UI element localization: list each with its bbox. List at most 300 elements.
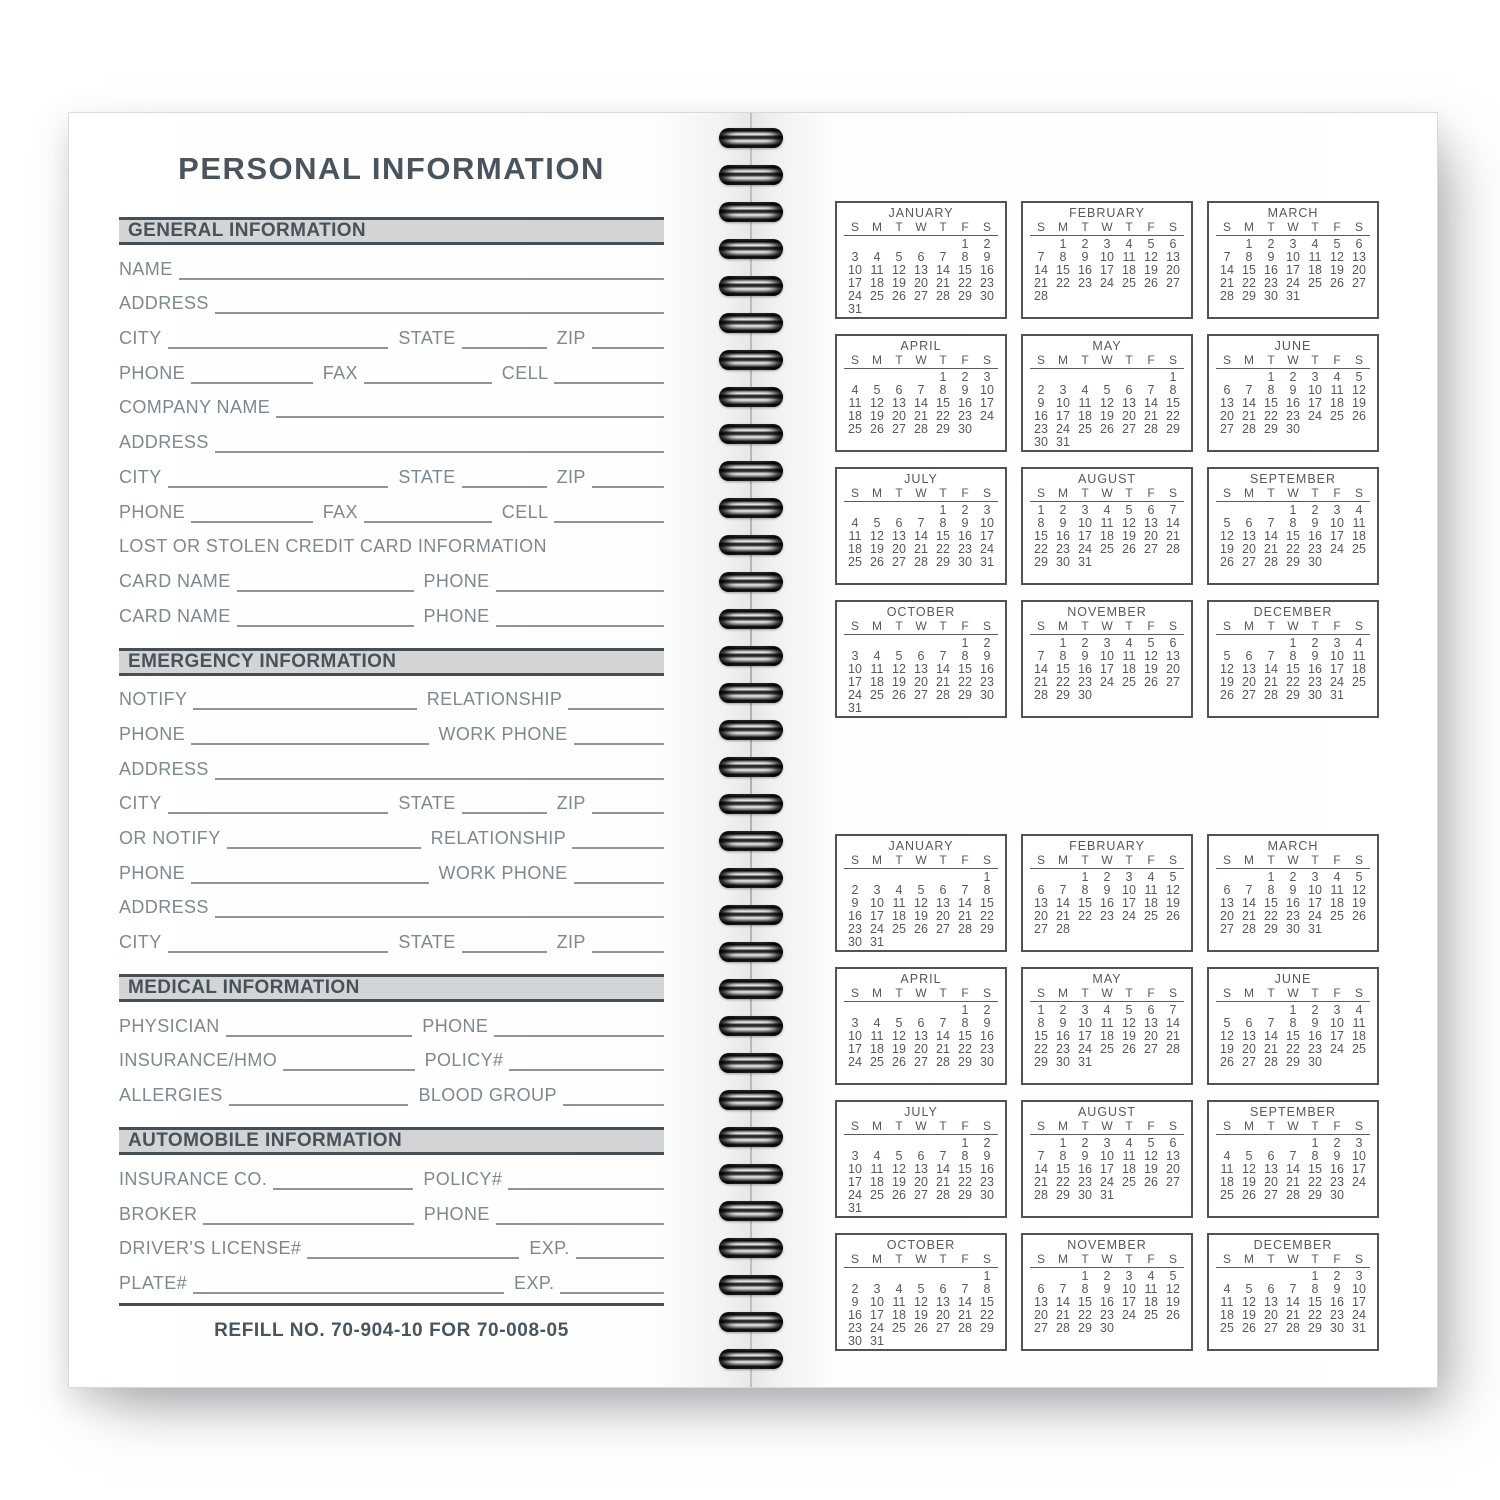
calendar-day-cell: 29: [1242, 288, 1256, 303]
calendar-day-cell: 1: [1081, 1269, 1089, 1283]
calendar-day-cell: 4: [1147, 870, 1155, 884]
calendar-day-cell: 12: [1352, 382, 1366, 397]
fill-in-line: [576, 1236, 664, 1259]
calendar-day-cell: 10: [848, 262, 862, 277]
calendar-day-cell: 18: [1122, 1161, 1136, 1176]
calendar-day-cell: 26: [914, 921, 928, 936]
calendar-weeks: [1023, 1270, 1191, 1335]
fill-in-line: [191, 361, 313, 384]
calendar-day-cell: 11: [1122, 648, 1136, 663]
calendar-day-cell: 10: [1352, 1281, 1366, 1296]
calendar-month-title: APRIL: [900, 972, 942, 986]
calendar-day-cell: 6: [1245, 1015, 1253, 1030]
calendar-day-cell: 15: [1034, 1028, 1048, 1043]
day-header-letter: T: [939, 853, 947, 867]
calendar-day-cell: 1: [939, 503, 947, 517]
day-header-letter: S: [1354, 986, 1363, 1000]
day-header-letter: T: [1125, 1119, 1133, 1133]
day-header-letter: M: [1058, 1119, 1068, 1133]
calendar-day-cell: 2: [1267, 237, 1275, 251]
day-header-letter: W: [915, 486, 927, 500]
calendar-weeks: [1209, 238, 1377, 303]
fill-in-line: [179, 257, 664, 280]
calendar-week-row: [844, 1322, 998, 1335]
form-field-row: [119, 710, 664, 745]
calendar-day-cell: 19: [1144, 1161, 1158, 1176]
calendar-month-title: JANUARY: [888, 206, 954, 220]
calendar-day-cell: 30: [1330, 1320, 1344, 1335]
day-header-letter: W: [915, 1252, 927, 1266]
calendar-day-cell: 1: [1037, 503, 1045, 517]
calendar-week-row: [1216, 1137, 1370, 1150]
field-label-cell: CELL: [501, 362, 549, 383]
calendar-day-cell: 29: [1034, 554, 1048, 569]
calendar-day-cell: 10: [1100, 1148, 1114, 1163]
calendar-day-cell: 17: [1352, 1294, 1366, 1309]
calendar-day-cell: 31: [1308, 921, 1322, 936]
calendar-day-cell: [1118, 689, 1140, 702]
calendar-weeks: [1023, 238, 1191, 303]
calendar-day-cell: 17: [1122, 895, 1136, 910]
calendar-day-cell: 6: [1147, 503, 1155, 517]
calendar-day-cell: 7: [1059, 882, 1067, 897]
calendar-day-cell: 13: [1166, 1148, 1180, 1163]
calendar-day-cell: 22: [1034, 541, 1048, 556]
calendar-day-cell: 6: [917, 1148, 925, 1163]
calendar-day-cell: 17: [1352, 1161, 1366, 1176]
calendar-week-row: [1216, 1043, 1370, 1056]
day-header-letter: W: [1287, 619, 1299, 633]
calendar-day-cell: 10: [1100, 249, 1114, 264]
calendar-day-cell: 26: [1352, 908, 1366, 923]
calendar-day-cell: 15: [980, 895, 994, 910]
calendar-day-cell: [888, 504, 910, 517]
calendar-day-cell: 12: [1352, 882, 1366, 897]
calendar-day-cell: 22: [1056, 674, 1070, 689]
calendar-week-row: [844, 676, 998, 689]
calendar-day-cell: 13: [1144, 1015, 1158, 1030]
calendar-day-cell: 13: [936, 1294, 950, 1309]
form-field-row: [119, 1002, 664, 1037]
calendar-day-cell: 27: [892, 554, 906, 569]
day-header-letter: T: [1125, 619, 1133, 633]
calendar-weeks: [837, 871, 1005, 948]
day-header-letter: T: [895, 1119, 903, 1133]
fill-in-line: [364, 500, 492, 523]
calendar-day-cell: [1326, 423, 1348, 436]
day-header-letter: S: [982, 1252, 991, 1266]
mini-calendar-june-group2: [1207, 967, 1379, 1085]
calendar-day-headers: [844, 1120, 998, 1135]
calendar-day-cell: 7: [939, 249, 947, 264]
day-header-letter: S: [1036, 220, 1045, 234]
calendar-day-cell: [1052, 871, 1074, 884]
calendar-day-cell: 21: [936, 1174, 950, 1189]
calendar-day-cell: 13: [1264, 1161, 1278, 1176]
calendar-day-cell: 17: [1100, 661, 1114, 676]
calendar-day-cell: 4: [873, 1015, 881, 1030]
day-header-letter: T: [1267, 853, 1275, 867]
day-header-letter: T: [939, 1252, 947, 1266]
calendar-day-cell: [1030, 637, 1052, 650]
calendar-day-cell: 23: [1286, 408, 1300, 423]
calendar-day-cell: [932, 637, 954, 650]
calendar-day-cell: 4: [851, 382, 859, 397]
calendar-day-cell: 8: [1081, 882, 1089, 897]
field-label-or-notify: OR NOTIFY: [119, 828, 221, 848]
calendar-day-cell: [1140, 1322, 1162, 1335]
calendar-day-cell: [1162, 1322, 1184, 1335]
calendar-day-cell: [1162, 1189, 1184, 1202]
calendar-week-row: [1030, 530, 1184, 543]
calendar-week-row: [1030, 1270, 1184, 1283]
calendar-week-row: [1030, 264, 1184, 277]
form-field-row: [119, 453, 664, 488]
calendar-week-row: [844, 871, 998, 884]
calendar-day-cell: 12: [1166, 882, 1180, 897]
calendar-day-cell: 28: [1166, 541, 1180, 556]
calendar-day-cell: 4: [1147, 1269, 1155, 1283]
calendar-week-row: [1030, 1309, 1184, 1322]
fill-in-line: [168, 326, 389, 349]
calendar-day-cell: 13: [1122, 395, 1136, 410]
calendar-day-cell: 29: [1264, 421, 1278, 436]
calendar-day-cell: 19: [914, 1307, 928, 1322]
calendar-day-cell: 24: [980, 541, 994, 556]
field-label-phone: PHONE: [119, 362, 186, 383]
day-header-letter: M: [872, 353, 882, 367]
calendar-day-cell: 24: [1286, 275, 1300, 290]
calendar-day-cell: 9: [1311, 648, 1319, 663]
calendar-week-row: [1216, 1056, 1370, 1069]
calendar-day-cell: 25: [1352, 1041, 1366, 1056]
calendar-week-row: [844, 371, 998, 384]
calendar-day-cell: 18: [1352, 1028, 1366, 1043]
calendar-day-cell: [1096, 689, 1118, 702]
calendar-day-cell: [866, 702, 888, 715]
calendar-weeks: [1023, 504, 1191, 569]
calendar-week-row: [844, 543, 998, 556]
field-label-state: STATE: [398, 932, 456, 953]
field-label-broker: BROKER: [119, 1203, 198, 1224]
day-header-letter: S: [1354, 486, 1363, 500]
calendar-day-cell: 22: [1286, 541, 1300, 556]
calendar-day-cell: 14: [1286, 1161, 1300, 1176]
calendar-day-cell: [1348, 1189, 1370, 1202]
calendar-day-cell: 4: [873, 648, 881, 663]
field-label-fax: FAX: [322, 501, 358, 522]
fill-in-line: [227, 826, 421, 849]
calendar-week-row: [844, 1270, 998, 1283]
calendar-day-cell: [1238, 371, 1260, 384]
day-header-letter: F: [1333, 1252, 1341, 1266]
calendar-day-cell: 2: [1333, 1136, 1341, 1150]
calendar-day-cell: 15: [1308, 1161, 1322, 1176]
calendar-day-cell: [932, 1202, 954, 1215]
calendar-day-cell: 16: [848, 908, 862, 923]
calendar-day-cell: 1: [961, 1136, 969, 1150]
day-header-letter: S: [982, 486, 991, 500]
calendar-day-cell: 30: [1330, 1187, 1344, 1202]
calendar-day-cell: 23: [848, 1320, 862, 1335]
calendar-week-row: [1030, 1283, 1184, 1296]
calendar-day-cell: 12: [870, 528, 884, 543]
day-header-letter: W: [1101, 986, 1113, 1000]
calendar-day-cell: 1: [961, 237, 969, 251]
calendar-day-cell: 18: [848, 541, 862, 556]
calendar-day-cell: 20: [1144, 1028, 1158, 1043]
calendar-day-cell: 27: [1264, 1320, 1278, 1335]
form-field-row: [119, 592, 664, 627]
calendar-day-cell: 25: [848, 554, 862, 569]
day-header-letter: M: [872, 1119, 882, 1133]
calendar-day-cell: 7: [1289, 1281, 1297, 1296]
calendar-day-cell: 27: [1220, 421, 1234, 436]
fill-in-line: [462, 326, 547, 349]
calendar-day-cell: 22: [958, 1174, 972, 1189]
calendar-day-cell: 19: [1144, 262, 1158, 277]
calendar-day-cell: 30: [958, 554, 972, 569]
calendar-day-cell: 3: [1333, 1003, 1341, 1017]
day-header-letter: M: [1244, 1119, 1254, 1133]
day-header-letter: W: [1287, 220, 1299, 234]
calendar-day-cell: [1282, 1137, 1304, 1150]
calendar-day-cell: 21: [1166, 528, 1180, 543]
day-header-letter: S: [982, 619, 991, 633]
field-label-address: ADDRESS: [119, 293, 209, 314]
calendar-day-cell: 26: [1100, 421, 1114, 436]
calendar-day-cell: [866, 371, 888, 384]
calendar-day-cell: 27: [914, 1187, 928, 1202]
calendar-day-cell: 20: [1242, 674, 1256, 689]
calendar-day-cell: 24: [848, 1187, 862, 1202]
fill-in-line: [563, 1083, 664, 1106]
calendar-day-cell: 8: [1169, 382, 1177, 397]
day-header-letter: T: [1267, 220, 1275, 234]
calendar-week-row: [1216, 637, 1370, 650]
calendar-day-cell: 5: [895, 1015, 903, 1030]
field-label-insurance-co: INSURANCE CO.: [119, 1168, 268, 1189]
fill-in-line: [592, 326, 664, 349]
calendar-day-cell: 30: [1034, 434, 1048, 449]
calendar-day-cell: 8: [983, 882, 991, 897]
calendar-week-row: [1216, 1176, 1370, 1189]
fill-in-line: [168, 465, 389, 488]
field-label-address: ADDRESS: [119, 897, 209, 918]
calendar-day-cell: 23: [958, 408, 972, 423]
calendar-day-cell: 15: [936, 528, 950, 543]
day-header-letter: W: [915, 353, 927, 367]
field-label-phone: PHONE: [423, 1203, 490, 1224]
calendar-day-cell: 30: [848, 934, 862, 949]
day-header-letter: S: [1036, 986, 1045, 1000]
calendar-day-headers: [1030, 354, 1184, 369]
calendar-week-row: [844, 663, 998, 676]
fill-in-line: [560, 1271, 664, 1294]
field-label-zip: ZIP: [556, 328, 586, 349]
calendar-day-cell: [932, 238, 954, 251]
field-label-phone: PHONE: [119, 862, 186, 883]
fill-in-line: [568, 687, 664, 710]
fill-in-line: [554, 361, 664, 384]
calendar-day-cell: 10: [1056, 395, 1070, 410]
calendar-day-cell: [888, 637, 910, 650]
calendar-day-cell: 25: [1144, 908, 1158, 923]
calendar-day-cell: 31: [980, 554, 994, 569]
day-header-letter: M: [1244, 1252, 1254, 1266]
day-header-letter: S: [1168, 1252, 1177, 1266]
calendar-day-cell: 1: [1289, 636, 1297, 650]
calendar-day-cell: [1140, 1056, 1162, 1069]
day-header-letter: T: [1311, 1119, 1319, 1133]
calendar-day-cell: 23: [1100, 908, 1114, 923]
calendar-week-row: [1030, 923, 1184, 936]
calendar-day-cell: 7: [1289, 1148, 1297, 1163]
calendar-day-cell: 3: [1311, 870, 1319, 884]
calendar-day-cell: 26: [1220, 1054, 1234, 1069]
calendar-day-cell: [866, 238, 888, 251]
calendar-week-row: [1030, 897, 1184, 910]
personal-information-page: [69, 113, 751, 1387]
calendar-day-cell: 18: [870, 674, 884, 689]
calendar-day-cell: 16: [1078, 661, 1092, 676]
calendar-day-cell: 18: [1100, 1028, 1114, 1043]
calendar-day-cell: [888, 1137, 910, 1150]
day-header-letter: M: [872, 986, 882, 1000]
calendar-day-cell: 7: [1147, 382, 1155, 397]
calendar-day-cell: 26: [1144, 275, 1158, 290]
calendar-day-cell: 8: [1037, 515, 1045, 530]
field-label-driver-s-license: DRIVER'S LICENSE#: [119, 1238, 302, 1259]
calendar-month-title: SEPTEMBER: [1249, 1105, 1337, 1119]
form-field-row: [119, 1071, 664, 1106]
calendar-day-cell: 16: [980, 661, 994, 676]
calendar-day-cell: 2: [1059, 503, 1067, 517]
form-field-row: [119, 418, 664, 453]
calendar-day-cell: 7: [1267, 515, 1275, 530]
calendar-day-cell: 22: [980, 1307, 994, 1322]
day-header-letter: T: [1267, 353, 1275, 367]
mini-calendar-july-group2: [835, 1100, 1007, 1218]
calendar-day-cell: 11: [1100, 1015, 1114, 1030]
calendar-day-cell: 5: [895, 249, 903, 264]
calendar-day-cell: 21: [936, 1041, 950, 1056]
calendar-week-row: [1030, 1004, 1184, 1017]
fill-in-line: [496, 604, 664, 627]
calendar-day-cell: 9: [983, 249, 991, 264]
calendar-day-cell: 23: [1034, 421, 1048, 436]
calendar-week-row: [844, 238, 998, 251]
calendar-month-title: SEPTEMBER: [1249, 472, 1337, 486]
mini-calendar-may-group2: [1021, 967, 1193, 1085]
calendar-day-cell: 2: [1333, 1269, 1341, 1283]
calendar-day-cell: 19: [1220, 541, 1234, 556]
mini-calendar-february-group2: [1021, 834, 1193, 952]
day-header-letter: M: [1058, 986, 1068, 1000]
calendar-day-cell: 21: [1242, 908, 1256, 923]
section-header-medical-information: [119, 974, 664, 1002]
calendar-day-cell: 22: [1078, 908, 1092, 923]
calendar-day-headers: [844, 221, 998, 236]
fill-in-line: [273, 1167, 413, 1190]
calendar-day-cell: 18: [1308, 262, 1322, 277]
mini-calendar-august-group1: [1021, 467, 1193, 585]
calendar-day-cell: 19: [892, 1041, 906, 1056]
calendar-day-cell: [1118, 1322, 1140, 1335]
calendar-day-cell: 15: [1056, 1161, 1070, 1176]
calendar-week-row: [1030, 397, 1184, 410]
calendar-day-cell: 10: [980, 382, 994, 397]
day-header-letter: F: [1333, 486, 1341, 500]
calendar-day-cell: [1304, 290, 1326, 303]
calendar-day-cell: 9: [983, 648, 991, 663]
calendar-week-row: [844, 384, 998, 397]
calendar-week-row: [844, 910, 998, 923]
calendar-day-cell: 15: [1056, 661, 1070, 676]
calendar-week-row: [1216, 543, 1370, 556]
fill-in-line: [215, 430, 664, 453]
form-field-row: [119, 814, 664, 849]
calendar-day-cell: 20: [1220, 908, 1234, 923]
calendar-day-cell: [1118, 1056, 1140, 1069]
day-header-letter: T: [1125, 1252, 1133, 1266]
calendar-day-cell: 27: [1166, 674, 1180, 689]
calendar-day-cell: 4: [1125, 237, 1133, 251]
calendar-day-cell: 15: [1242, 262, 1256, 277]
calendar-day-cell: 17: [848, 674, 862, 689]
calendar-day-cell: 17: [1330, 661, 1344, 676]
calendar-day-cell: 3: [851, 648, 859, 663]
calendar-day-cell: 26: [1242, 1320, 1256, 1335]
calendar-reference-page: [751, 113, 1437, 1387]
calendar-day-cell: 31: [848, 1200, 862, 1215]
fill-in-line: [193, 687, 416, 710]
calendar-week-row: [1216, 676, 1370, 689]
calendar-day-cell: 20: [1034, 1307, 1048, 1322]
calendar-day-cell: [1140, 556, 1162, 569]
fill-in-line: [462, 465, 547, 488]
field-label-card-name: CARD NAME: [119, 570, 231, 591]
calendar-day-cell: 8: [1289, 1015, 1297, 1030]
calendar-day-cell: 18: [870, 275, 884, 290]
calendar-day-cell: 6: [1037, 882, 1045, 897]
calendar-day-cell: 21: [1220, 275, 1234, 290]
calendar-week-row: [1216, 384, 1370, 397]
calendar-day-cell: 8: [1311, 1281, 1319, 1296]
calendar-day-cell: 15: [936, 395, 950, 410]
calendar-day-cell: 11: [892, 895, 906, 910]
calendar-day-cell: 9: [1059, 515, 1067, 530]
page-title: PERSONAL INFORMATION: [178, 151, 605, 186]
calendar-week-row: [1216, 1189, 1370, 1202]
calendar-day-cell: 3: [1333, 503, 1341, 517]
day-header-letter: S: [1354, 1252, 1363, 1266]
mini-calendar-october-group1: [835, 600, 1007, 718]
day-header-letter: W: [1101, 353, 1113, 367]
calendar-day-cell: 20: [1242, 1041, 1256, 1056]
calendar-day-cell: 2: [1081, 1136, 1089, 1150]
form-field-row: [119, 676, 664, 711]
calendar-week-row: [1216, 923, 1370, 936]
calendar-day-cell: [976, 303, 998, 316]
calendar-day-cell: 4: [1223, 1281, 1231, 1296]
fill-in-line: [494, 1014, 664, 1037]
calendar-day-cell: 5: [1169, 870, 1177, 884]
calendar-day-cell: 25: [1122, 674, 1136, 689]
calendar-week-row: [844, 1189, 998, 1202]
calendar-day-cell: [844, 371, 866, 384]
calendar-day-cell: 5: [873, 382, 881, 397]
